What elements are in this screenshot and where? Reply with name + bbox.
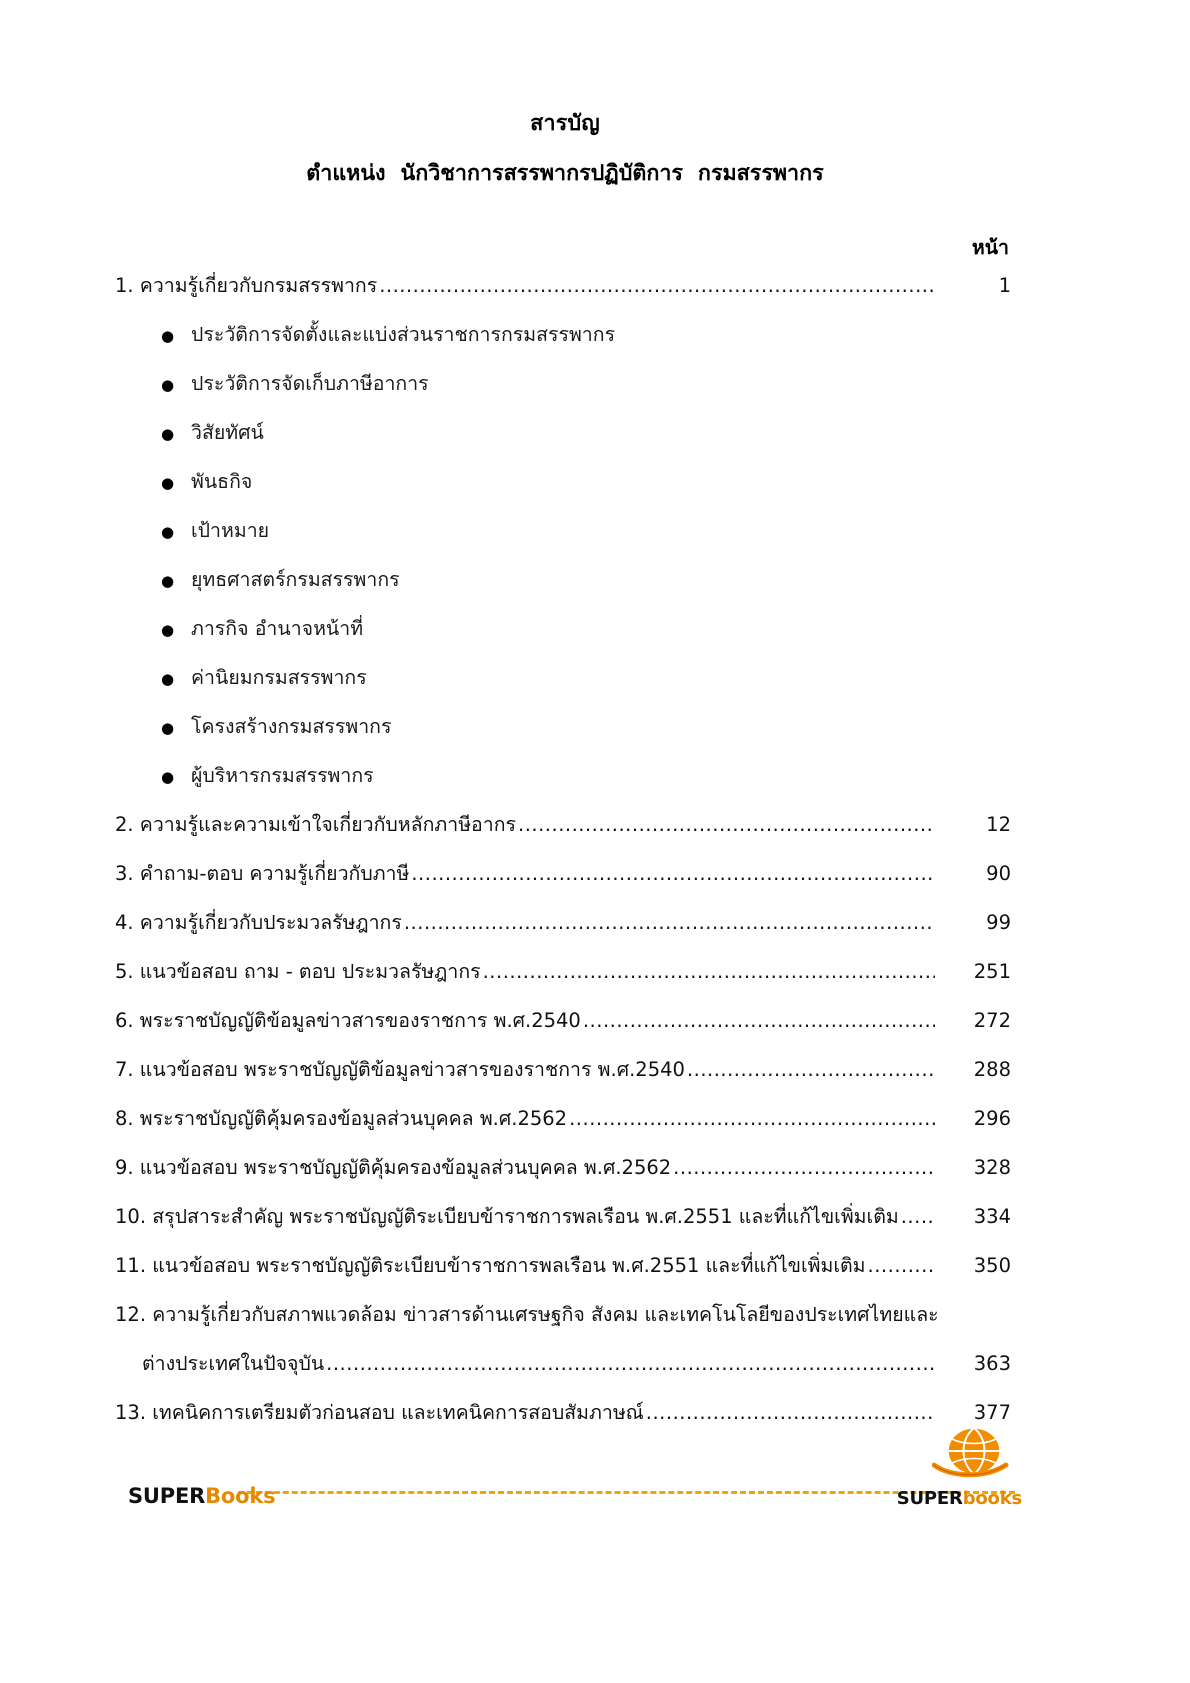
- toc-entry-page: 1: [998, 274, 1011, 297]
- toc-entry-4[interactable]: [115, 913, 1015, 962]
- toc-entry-10[interactable]: [115, 1207, 1015, 1256]
- toc-entry-page: 288: [973, 1058, 1011, 1081]
- toc-entry-page: 334: [973, 1205, 1011, 1228]
- page-column-header-label: หน้า: [971, 236, 1009, 259]
- toc-entry-page: 363: [973, 1352, 1011, 1375]
- dot-leader: [379, 276, 935, 296]
- toc-entry-page: 296: [973, 1107, 1011, 1130]
- list-item: [115, 619, 1015, 668]
- toc-entry-label: 1. ความรู้เกี่ยวกับกรมสรรพากร: [115, 274, 378, 297]
- bullet-icon: [161, 574, 191, 589]
- dot-leader: [569, 1109, 935, 1129]
- bullet-label: ประวัติการจัดเก็บภาษีอาการ: [191, 372, 429, 395]
- list-item: [115, 766, 1015, 815]
- bullet-label: วิสัยทัศน์: [191, 421, 264, 444]
- toc-entry-label: 8. พระราชบัญญัติคุ้มครองข้อมูลส่วนบุคคล พ.ศ.2562: [115, 1107, 568, 1130]
- bullet-icon: [161, 525, 191, 540]
- list-item: [115, 374, 1015, 423]
- toc-entry-6[interactable]: [115, 1011, 1015, 1060]
- toc-entry-9[interactable]: [115, 1158, 1015, 1207]
- dot-leader: [411, 864, 935, 884]
- toc-entry-label: 3. คำถาม-ตอบ ความรู้เกี่ยวกับภาษี: [115, 862, 410, 885]
- dot-leader: [583, 1011, 935, 1031]
- toc-entry-page: 12: [986, 813, 1011, 836]
- toc-entry-label: 11. แนวข้อสอบ พระราชบัญญัติระเบียบข้าราชการพลเรือน พ.ศ.2551 และที่แก้ไขเพิ่มเติม: [115, 1254, 866, 1277]
- bullet-label: ประวัติการจัดตั้งและแบ่งส่วนราชการกรมสรรพากร: [191, 323, 616, 346]
- bullet-icon: [161, 623, 191, 638]
- bullet-label: ภารกิจ อำนาจหน้าที่: [191, 617, 364, 640]
- toc-entry-3[interactable]: [115, 864, 1015, 913]
- toc-entry-8[interactable]: [115, 1109, 1015, 1158]
- bullet-icon: [161, 329, 191, 344]
- page-title: สารบัญ: [530, 111, 600, 136]
- toc-entry-label: 5. แนวข้อสอบ ถาม - ตอบ ประมวลรัษฎากร: [115, 960, 481, 983]
- list-item: [115, 325, 1015, 374]
- list-item: [115, 668, 1015, 717]
- list-item: [115, 570, 1015, 619]
- toc-entry-page: 251: [973, 960, 1011, 983]
- toc-entry-page: 350: [973, 1254, 1011, 1277]
- footer-brand-left: [128, 1484, 275, 1508]
- dot-leader: [901, 1207, 935, 1227]
- footer-brand-right-prefix: SUPER: [896, 1488, 963, 1509]
- toc-entry-page: 90: [986, 862, 1011, 885]
- footer-brand-right: [897, 1488, 1022, 1509]
- page-subtitle: ตำแหน่ง นักวิชาการสรรพากรปฏิบัติการ กรมสรรพากร: [306, 160, 824, 186]
- bullet-label: ยุทธศาสตร์กรมสรรพากร: [191, 568, 400, 591]
- toc-entry-2[interactable]: [115, 815, 1015, 864]
- list-item: [115, 521, 1015, 570]
- bullet-icon: [161, 721, 191, 736]
- toc-entry-label: 6. พระราชบัญญัติข้อมูลข่าวสารของราชการ พ.ศ.2540: [115, 1009, 581, 1032]
- toc-entry-1[interactable]: [115, 276, 1015, 325]
- toc-entry-11[interactable]: [115, 1256, 1015, 1305]
- toc-entry-12-line1[interactable]: [115, 1305, 1015, 1354]
- toc-entry-label: 4. ความรู้เกี่ยวกับประมวลรัษฎากร: [115, 911, 402, 934]
- bullet-label: พันธกิจ: [191, 470, 253, 493]
- page-footer: [0, 1383, 1190, 1683]
- bullet-icon: [161, 378, 191, 393]
- toc-entry-label: 10. สรุปสาระสำคัญ พระราชบัญญัติระเบียบข้าราชการพลเรือน พ.ศ.2551 และที่แก้ไขเพิ่มเติม: [115, 1205, 899, 1228]
- toc-entry-label: 12. ความรู้เกี่ยวกับสภาพแวดล้อม ข่าวสารด้านเศรษฐกิจ สังคม และเทคโนโลยีของประเทศไทยและ: [115, 1303, 939, 1326]
- toc-entry-page: 328: [973, 1156, 1011, 1179]
- page-column-header: [115, 232, 1015, 266]
- superbooks-globe-logo-icon: [932, 1421, 1012, 1483]
- title-block: [115, 0, 1015, 184]
- bullet-icon: [161, 770, 191, 785]
- bullet-icon: [161, 476, 191, 491]
- toc-bullet-list: [115, 325, 1015, 815]
- toc-entry-5[interactable]: [115, 962, 1015, 1011]
- bullet-label: ผู้บริหารกรมสรรพากร: [191, 764, 374, 787]
- list-item: [115, 423, 1015, 472]
- page-content: [115, 0, 1015, 1452]
- toc-entry-page: 99: [986, 911, 1011, 934]
- toc-entry-7[interactable]: [115, 1060, 1015, 1109]
- dot-leader: [868, 1256, 935, 1276]
- toc-entry-label: 2. ความรู้และความเข้าใจเกี่ยวกับหลักภาษีอากร: [115, 813, 516, 836]
- footer-brand-left-prefix: SUPER: [128, 1484, 206, 1508]
- dot-leader: [518, 815, 935, 835]
- list-item: [115, 717, 1015, 766]
- dot-leader: [483, 962, 935, 982]
- bullet-label: โครงสร้างกรมสรรพากร: [191, 715, 392, 738]
- toc-entry-label-continued: ต่างประเทศในปัจจุบัน: [142, 1352, 325, 1375]
- bullet-label: ค่านิยมกรมสรรพากร: [191, 666, 367, 689]
- bullet-icon: [161, 427, 191, 442]
- table-of-contents: [115, 276, 1015, 1452]
- toc-entry-label: 13. เทคนิคการเตรียมตัวก่อนสอบ และเทคนิคการสอบสัมภาษณ์: [115, 1401, 644, 1424]
- footer-brand-right-suffix: books: [962, 1488, 1022, 1509]
- dot-leader: [687, 1060, 935, 1080]
- list-item: [115, 472, 1015, 521]
- dot-leader: [673, 1158, 935, 1178]
- footer-brand-left-suffix: Books: [205, 1484, 276, 1508]
- toc-entry-page: 377: [973, 1401, 1011, 1424]
- toc-entry-page: 272: [973, 1009, 1011, 1032]
- dot-leader: [326, 1354, 935, 1374]
- toc-entry-label: 9. แนวข้อสอบ พระราชบัญญัติคุ้มครองข้อมูลส่วนบุคคล พ.ศ.2562: [115, 1156, 672, 1179]
- bullet-label: เป้าหมาย: [191, 519, 270, 542]
- dot-leader: [404, 913, 935, 933]
- toc-entry-label: 7. แนวข้อสอบ พระราชบัญญัติข้อมูลข่าวสารของราชการ พ.ศ.2540: [115, 1058, 685, 1081]
- bullet-icon: [161, 672, 191, 687]
